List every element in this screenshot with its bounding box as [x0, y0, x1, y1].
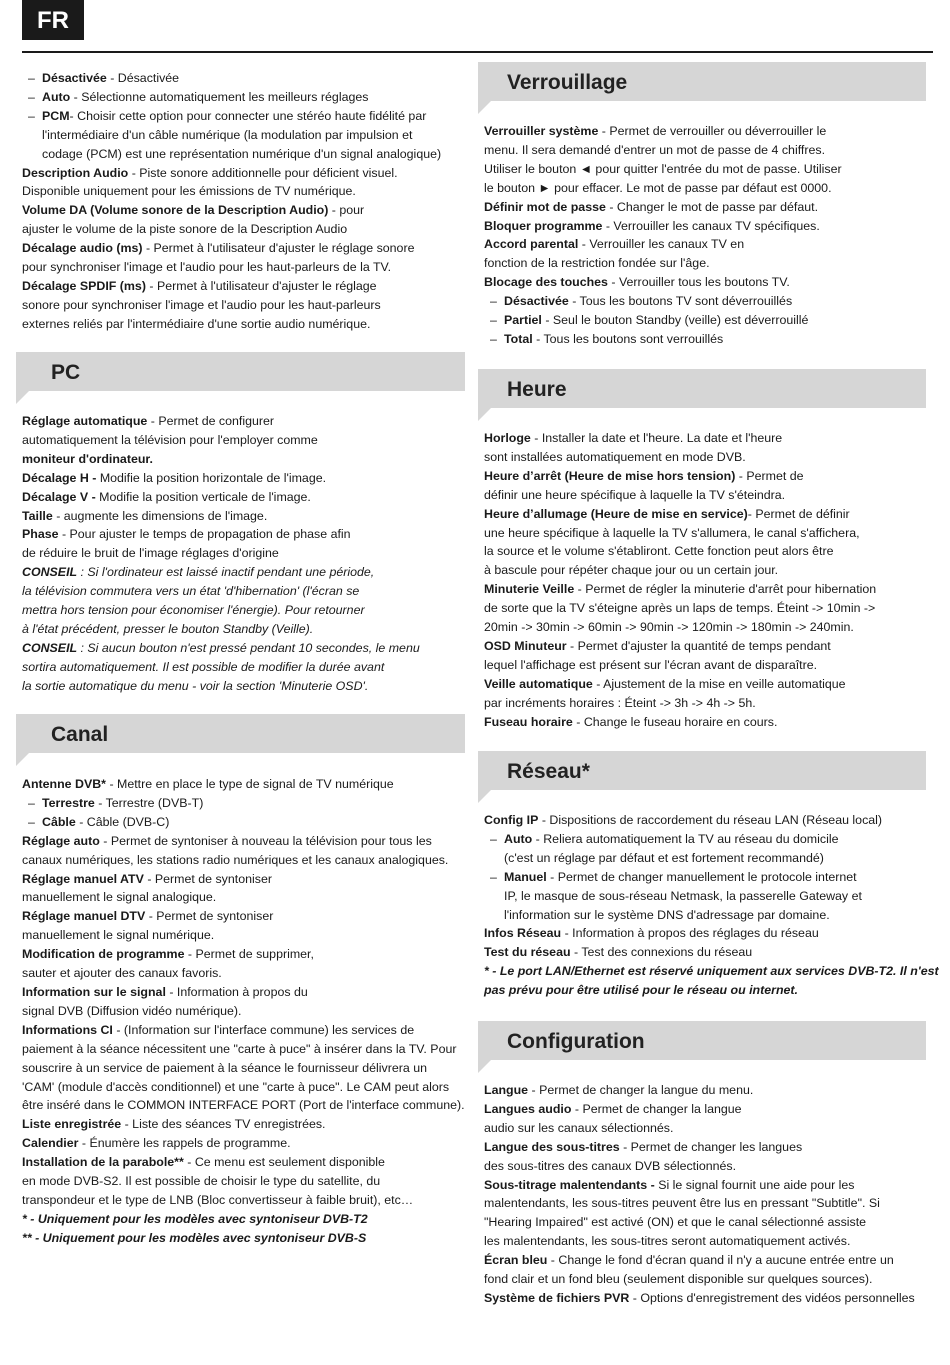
text-line: [22, 164, 470, 183]
description-text: ajuster le volume de la piste sonore de la Description Audio: [22, 222, 348, 237]
term-label: Décalage V -: [22, 489, 100, 504]
description-text: - Tous les boutons TV sont déverrouillés: [568, 294, 793, 309]
description-text: - Information à propos des réglages du réseau: [561, 926, 819, 941]
term-label: Désactivée: [504, 294, 569, 309]
description-text: - Liste des séances TV enregistrées.: [121, 1117, 326, 1132]
term-label: moniteur d'ordinateur.: [22, 451, 153, 466]
text-line: [22, 1172, 470, 1191]
description-text: - Change le fuseau horaire en cours.: [572, 714, 778, 729]
description-text: mettra hors tension pour économiser l'énergie). Pour retourner: [22, 603, 365, 618]
description-text: - Permet à l'utilisateur d'ajuster le réglage sonore: [142, 241, 415, 256]
text-line: [22, 1210, 470, 1229]
term-label: Réglage automatique: [22, 414, 148, 428]
term-label: Réglage manuel ATV: [22, 871, 144, 886]
description-text: Modifie la position verticale de l'image.: [99, 489, 311, 504]
term-label: Liste enregistrée: [22, 1117, 122, 1132]
text-line: [484, 1176, 932, 1195]
text-line: [484, 273, 932, 292]
description-text: - Change le fond d'écran quand il n'y a aucune entrée entre un: [547, 1253, 894, 1268]
section-header-configuration: [478, 1021, 926, 1060]
text-line: [22, 983, 470, 1002]
term-label: Réglage auto: [22, 833, 100, 848]
text-line: [22, 412, 470, 431]
term-label: Phase: [22, 527, 59, 542]
description-text: - Permet de changer manuellement le protocole internet: [546, 869, 857, 884]
text-line: [22, 620, 470, 639]
term-label: Heure d’allumage (Heure de mise en service): [484, 506, 748, 521]
description-text: - Verrouiller les canaux TV spécifiques.: [602, 218, 820, 233]
description-text: - Désactivée: [106, 71, 180, 85]
section-header-canal: [16, 714, 465, 753]
description-text: codage (PCM) est une représentation numérique d'un signal analogique): [42, 146, 442, 161]
description-text: - Test des connexions du réseau: [570, 945, 753, 960]
description-text: 'CAM' (module d'accès conditionnel) et une "carte à puce". Le CAM peut alors: [22, 1079, 450, 1094]
description-text: fonction de la restriction fondée sur l'âge.: [484, 256, 710, 271]
text-line: [484, 467, 932, 486]
text-line: [484, 599, 932, 618]
description-text: - Permet de verrouiller ou déverrouiller le: [598, 124, 827, 138]
text-line: [484, 1157, 932, 1176]
term-label: Accord parental: [484, 237, 579, 252]
description-text: - Permet de régler la minuterie d'arrêt pour hibernation: [574, 582, 877, 597]
text-line: [22, 145, 470, 164]
text-line: [22, 201, 470, 220]
description-text: - Seul le bouton Standby (veille) est déverrouillé: [541, 313, 809, 328]
description-text: - Reliera automatiquement la TV au réseau du domicile: [532, 831, 839, 846]
text-line: [484, 962, 939, 981]
term-label: Calendier: [22, 1136, 79, 1151]
text-line: [484, 330, 932, 349]
description-text: - Câble (DVB-C): [75, 814, 170, 829]
text-line: [22, 775, 470, 794]
pc-settings: [22, 412, 470, 696]
description-text: - Permet de configurer: [147, 414, 275, 428]
text-line: [22, 1002, 470, 1021]
description-text: sortira automatiquement. Il est possible de modifier la durée avant: [22, 659, 385, 674]
text-line: [484, 1119, 932, 1138]
description-text: - Piste sonore additionnelle pour déficient visuel.: [128, 165, 398, 180]
text-line: [22, 220, 470, 239]
description-text: - Tous les boutons sont verrouillés: [532, 331, 724, 346]
term-label: Partiel: [504, 313, 542, 328]
text-line: [484, 254, 932, 273]
text-line: [484, 448, 932, 467]
description-text: à l'état précédent, presser le bouton Standby (Veille).: [22, 621, 314, 636]
description-text: pour synchroniser l'image et l'audio pour les haut-parleurs de la TV.: [22, 260, 392, 275]
heure-settings: [484, 429, 932, 732]
text-line: [22, 182, 470, 201]
description-text: manuellement le signal numérique.: [22, 928, 215, 943]
description-text: - Sélectionne automatiquement les meilleurs réglages: [70, 89, 369, 104]
text-line: [22, 69, 470, 88]
description-text: - Mettre en place le type de signal de TV numérique: [106, 777, 394, 791]
description-text: (c'est un réglage par défaut et est fortement recommandé): [504, 850, 824, 865]
term-label: Décalage audio (ms): [22, 241, 143, 256]
description-text: - Permet de changer la langue: [571, 1101, 742, 1116]
text-line: [22, 813, 470, 832]
description-text: - Ce menu est seulement disponible: [183, 1155, 385, 1170]
text-line: [484, 311, 932, 330]
description-text: Modifie la position horizontale de l'image.: [99, 470, 327, 485]
description-text: externes reliés par l'intermédiaire d'une sortie audio numérique.: [22, 316, 371, 331]
text-line: [22, 488, 470, 507]
text-line: [484, 1194, 932, 1213]
text-line: [22, 1191, 470, 1210]
text-line: [22, 431, 470, 450]
text-line: [484, 198, 932, 217]
text-line: [22, 450, 470, 469]
term-label: * - Uniquement pour les modèles avec syntoniseur DVB-T2: [22, 1211, 368, 1226]
description-text: de sorte que la TV s'éteigne après un laps de temps. Éteint -> 10min ->: [484, 601, 876, 616]
description-text: - Terrestre (DVB-T): [94, 795, 204, 810]
term-label: Description Audio: [22, 165, 129, 180]
description-text: - Permet de supprimer,: [184, 947, 314, 962]
text-line: [22, 507, 470, 526]
term-label: Auto: [42, 89, 71, 104]
text-line: [484, 429, 932, 448]
text-line: [22, 582, 470, 601]
term-label: Bloquer programme: [484, 218, 603, 233]
description-text: - Permet de syntoniser: [145, 909, 274, 924]
term-label: Total: [504, 331, 533, 346]
term-label: Décalage SPDIF (ms): [22, 278, 146, 293]
description-text: - Permet d'ajuster la quantité de temps pendant: [566, 638, 831, 653]
description-text: - Ajustement de la mise en veille automatique: [592, 676, 846, 691]
term-label: Langues audio: [484, 1101, 572, 1116]
text-line: [22, 1153, 470, 1172]
text-line: [484, 637, 932, 656]
text-line: [22, 107, 470, 126]
text-line: [484, 505, 932, 524]
description-text: l'information sur le système DNS d'adressage par domaine.: [504, 907, 830, 922]
description-text: souscrire à un service de paiement à la séance le fournisseur délivrera un: [22, 1060, 427, 1075]
term-label: CONSEIL: [22, 640, 78, 655]
term-label: Auto: [504, 831, 533, 846]
description-text: audio sur les canaux sélectionnés.: [484, 1120, 674, 1135]
text-line: [22, 907, 470, 926]
section-header-pc: [16, 352, 465, 391]
term-label: Heure d’arrêt (Heure de mise hors tension): [484, 468, 736, 483]
reseau-settings: [484, 811, 939, 1000]
text-line: [22, 544, 470, 563]
section-title-verrouillage: Verrouillage: [507, 71, 628, 94]
description-text: sauter et ajouter des canaux favoris.: [22, 966, 222, 981]
term-label: Config IP: [484, 813, 539, 827]
description-text: de réduire le bruit de l'image réglages d'origine: [22, 546, 279, 561]
term-label: CONSEIL: [22, 565, 78, 580]
text-line: [484, 292, 932, 311]
term-label: pas prévu pour être utilisé pour le réseau ou internet.: [484, 983, 798, 998]
text-line: [22, 315, 470, 334]
text-line: [22, 126, 470, 145]
text-line: [22, 1096, 470, 1115]
text-line: [22, 239, 470, 258]
text-line: [484, 160, 932, 179]
term-label: Blocage des touches: [484, 275, 608, 290]
description-text: - (Information sur l'interface commune) les services de: [112, 1022, 415, 1037]
text-line: [22, 525, 470, 544]
description-text: par incréments horaires : Éteint -> 3h -> 4h -> 5h.: [484, 695, 756, 710]
text-line: [484, 830, 932, 849]
term-label: OSD Minuteur: [484, 638, 567, 653]
description-text: - Permet de syntoniser à nouveau la télévision pour tous les: [99, 833, 432, 848]
description-text: 20min -> 30min -> 60min -> 90min -> 120min -> 180min -> 240min.: [484, 620, 854, 635]
section-header-verrouillage: [478, 62, 926, 101]
description-text: canaux numériques, les stations radio numériques et les canaux analogiques.: [22, 852, 449, 867]
term-label: Désactivée: [42, 71, 107, 85]
term-label: Test du réseau: [484, 945, 571, 960]
text-line: [484, 122, 932, 141]
term-label: Minuterie Veille: [484, 582, 575, 597]
description-text: "Hearing Impaired" est activé (ON) et que le canal sélectionné assiste: [484, 1215, 867, 1230]
term-label: Information sur le signal: [22, 984, 166, 999]
term-label: Écran bleu: [484, 1253, 548, 1268]
text-line: [22, 296, 470, 315]
text-line: [22, 964, 470, 983]
description-text: sonore pour synchroniser l'image et l'audio pour les haut-parleurs: [22, 297, 381, 312]
text-line: [484, 1100, 932, 1119]
text-line: [22, 1078, 470, 1097]
term-label: Modification de programme: [22, 947, 185, 962]
description-text: définir une heure spécifique à laquelle la TV s'éteindra.: [484, 487, 786, 502]
term-label: Verrouiller système: [484, 124, 599, 138]
term-label: Volume DA (Volume sonore de la Description Audio): [22, 203, 329, 218]
text-line: [484, 811, 932, 830]
description-text: sont installées automatiquement en mode DVB.: [484, 449, 746, 464]
header-rule: [22, 51, 933, 53]
text-line: [22, 945, 470, 964]
text-line: [22, 851, 470, 870]
text-line: [22, 832, 470, 851]
text-line: [484, 486, 932, 505]
text-line: [484, 618, 932, 637]
description-text: être inséré dans le COMMON INTERFACE PORT (Port de l'interface commune).: [22, 1098, 465, 1113]
description-text: - Options d'enregistrement des vidéos personnelles: [629, 1290, 915, 1305]
text-line: [22, 677, 470, 696]
text-line: [484, 1232, 932, 1251]
term-label: ** - Uniquement pour les modèles avec syntoniseur DVB-S: [22, 1230, 367, 1245]
term-label: Définir mot de passe: [484, 199, 606, 214]
term-label: Décalage H -: [22, 470, 100, 485]
text-line: [484, 1213, 932, 1232]
text-line: [484, 1081, 932, 1100]
description-text: l'intermédiaire d'un câble numérique (la modulation par impulsion et: [42, 127, 413, 142]
term-label: Taille: [22, 508, 53, 523]
text-line: [22, 563, 470, 582]
text-line: [484, 1289, 932, 1308]
description-text: - Installer la date et l'heure. La date et l'heure: [530, 431, 783, 445]
audio-settings-continued: [22, 69, 470, 334]
text-line: [484, 580, 932, 599]
description-text: - Information à propos du: [165, 984, 308, 999]
term-label: Veille automatique: [484, 676, 593, 691]
description-text: - Permet de changer la langue du menu.: [528, 1083, 754, 1097]
text-line: [22, 639, 470, 658]
text-line: [484, 713, 932, 732]
text-line: [484, 542, 932, 561]
description-text: la source et le volume s'établiront. Cette fonction peut alors être: [484, 544, 834, 559]
term-label: Infos Réseau: [484, 926, 562, 941]
description-text: : Si aucun bouton n'est pressé pendant 10 secondes, le menu: [77, 640, 420, 655]
term-label: Câble: [42, 814, 76, 829]
text-line: [22, 469, 470, 488]
text-line: [22, 258, 470, 277]
description-text: automatiquement la télévision pour l'employer comme: [22, 432, 318, 447]
section-title-heure: Heure: [507, 378, 567, 401]
description-text: IP, le masque de sous-réseau Netmask, la passerelle Gateway et: [504, 888, 862, 903]
text-line: [484, 694, 932, 713]
description-text: - Permet de définir: [747, 506, 850, 521]
text-line: [484, 141, 932, 160]
description-text: Utiliser le bouton ◄ pour quitter l'entrée du mot de passe. Utiliser: [484, 161, 842, 176]
term-label: * - Le port LAN/Ethernet est réservé uniquement aux services DVB-T2. Il n'est: [484, 964, 939, 979]
text-line: [484, 924, 932, 943]
text-line: [484, 849, 932, 868]
text-line: [484, 656, 932, 675]
text-line: [22, 1229, 470, 1248]
description-text: - Dispositions de raccordement du réseau LAN (Réseau local): [538, 813, 883, 827]
text-line: [484, 217, 932, 236]
description-text: en mode DVB-S2. Il est possible de choisir le type du satellite, du: [22, 1174, 381, 1189]
term-label: Installation de la parabole**: [22, 1155, 184, 1170]
description-text: la télévision commutera vers un état 'd'hibernation' (l'écran se: [22, 584, 360, 599]
description-text: le bouton ► pour effacer. Le mot de passe par défaut est 0000.: [484, 180, 832, 195]
description-text: - Permet de: [735, 468, 804, 483]
description-text: malentendants, les sous-titres peuvent être lus en pressant "Subtitle". Si: [484, 1196, 880, 1211]
section-title-reseau: Réseau*: [507, 760, 590, 783]
term-label: Langue: [484, 1083, 529, 1097]
description-text: signal DVB (Diffusion vidéo numérique).: [22, 1003, 242, 1018]
text-line: [22, 88, 470, 107]
text-line: [484, 868, 932, 887]
text-line: [22, 1021, 470, 1040]
description-text: - Permet de syntoniser: [143, 871, 272, 886]
description-text: - Choisir cette option pour connecter une stéréo haute fidélité par: [69, 108, 427, 123]
term-label: Fuseau horaire: [484, 714, 573, 729]
term-label: PCM: [42, 108, 70, 123]
text-line: [484, 675, 932, 694]
description-text: - Verrouiller tous les boutons TV.: [607, 275, 790, 290]
text-line: [484, 887, 932, 906]
description-text: - augmente les dimensions de l'image.: [52, 508, 268, 523]
description-text: fond clair et un fond bleu (seulement disponible sur quelques sources).: [484, 1272, 873, 1287]
description-text: - Verrouiller les canaux TV en: [578, 237, 745, 252]
description-text: lequel l'affichage est présent sur l'écran avant de disparaître.: [484, 657, 818, 672]
term-label: Horloge: [484, 431, 531, 445]
description-text: - Permet à l'utilisateur d'ajuster le réglage: [145, 278, 377, 293]
description-text: les malentendants, les sous-titres seront automatiquement activés.: [484, 1234, 851, 1249]
text-line: [22, 277, 470, 296]
description-text: - Énumère les rappels de programme.: [78, 1136, 291, 1151]
configuration-settings: [484, 1081, 932, 1308]
description-text: Si le signal fournit une aide pour les: [658, 1177, 855, 1192]
text-line: [22, 926, 470, 945]
text-line: [484, 981, 932, 1000]
term-label: Informations CI: [22, 1022, 113, 1037]
description-text: - Permet de changer les langues: [619, 1139, 803, 1154]
text-line: [22, 888, 470, 907]
term-label: Langue des sous-titres: [484, 1139, 620, 1154]
term-label: Manuel: [504, 869, 547, 884]
text-line: [484, 179, 932, 198]
description-text: des sous-titres des canaux DVB sélectionnés.: [484, 1158, 737, 1173]
term-label: Terrestre: [42, 795, 95, 810]
term-label: Réglage manuel DTV: [22, 909, 146, 924]
text-line: [22, 658, 470, 677]
description-text: paiement à la séance nécessitent une "carte à puce" à insérer dans la TV. Pour: [22, 1041, 457, 1056]
section-title-canal: Canal: [51, 723, 109, 746]
description-text: une heure spécifique à laquelle la TV s'allumera, le canal s'affichera,: [484, 525, 860, 540]
text-line: [484, 1138, 932, 1157]
text-line: [22, 1115, 470, 1134]
text-line: [484, 235, 932, 254]
text-line: [484, 1270, 932, 1289]
text-line: [22, 870, 470, 889]
text-line: [484, 943, 932, 962]
text-line: [484, 1251, 932, 1270]
text-line: [22, 601, 470, 620]
canal-settings: [22, 775, 470, 1248]
section-title-pc: PC: [51, 361, 81, 384]
text-line: [22, 1059, 470, 1078]
term-label: Antenne DVB*: [22, 777, 106, 791]
description-text: Disponible uniquement pour les émissions de TV numérique.: [22, 184, 356, 199]
description-text: : Si l'ordinateur est laissé inactif pendant une période,: [77, 565, 375, 580]
description-text: - Pour ajuster le temps de propagation de phase afin: [58, 527, 351, 542]
text-line: [22, 1040, 470, 1059]
language-tab: FR: [22, 0, 84, 40]
description-text: - Changer le mot de passe par défaut.: [605, 199, 819, 214]
term-label: Sous-titrage malentendants -: [484, 1177, 659, 1192]
section-header-reseau: [478, 751, 926, 790]
description-text: transpondeur et le type de LNB (Bloc convertisseur à faible bruit), etc…: [22, 1192, 414, 1207]
description-text: la sortie automatique du menu - voir la section 'Minuterie OSD'.: [22, 678, 369, 693]
description-text: manuellement le signal analogique.: [22, 890, 217, 905]
term-label: Système de fichiers PVR: [484, 1290, 630, 1305]
text-line: [484, 524, 932, 543]
description-text: à bascule pour répéter chaque jour ou un certain jour.: [484, 563, 779, 578]
text-line: [22, 1134, 470, 1153]
description-text: - pour: [328, 203, 365, 218]
section-header-heure: [478, 369, 926, 408]
description-text: menu. Il sera demandé d'entrer un mot de passe de 4 chiffres.: [484, 142, 826, 157]
text-line: [22, 794, 470, 813]
text-line: [484, 561, 932, 580]
text-line: [484, 906, 932, 925]
verrouillage-settings: [484, 122, 932, 349]
section-title-configuration: Configuration: [507, 1030, 645, 1053]
footer-ghost-text: [22, 1352, 402, 1358]
